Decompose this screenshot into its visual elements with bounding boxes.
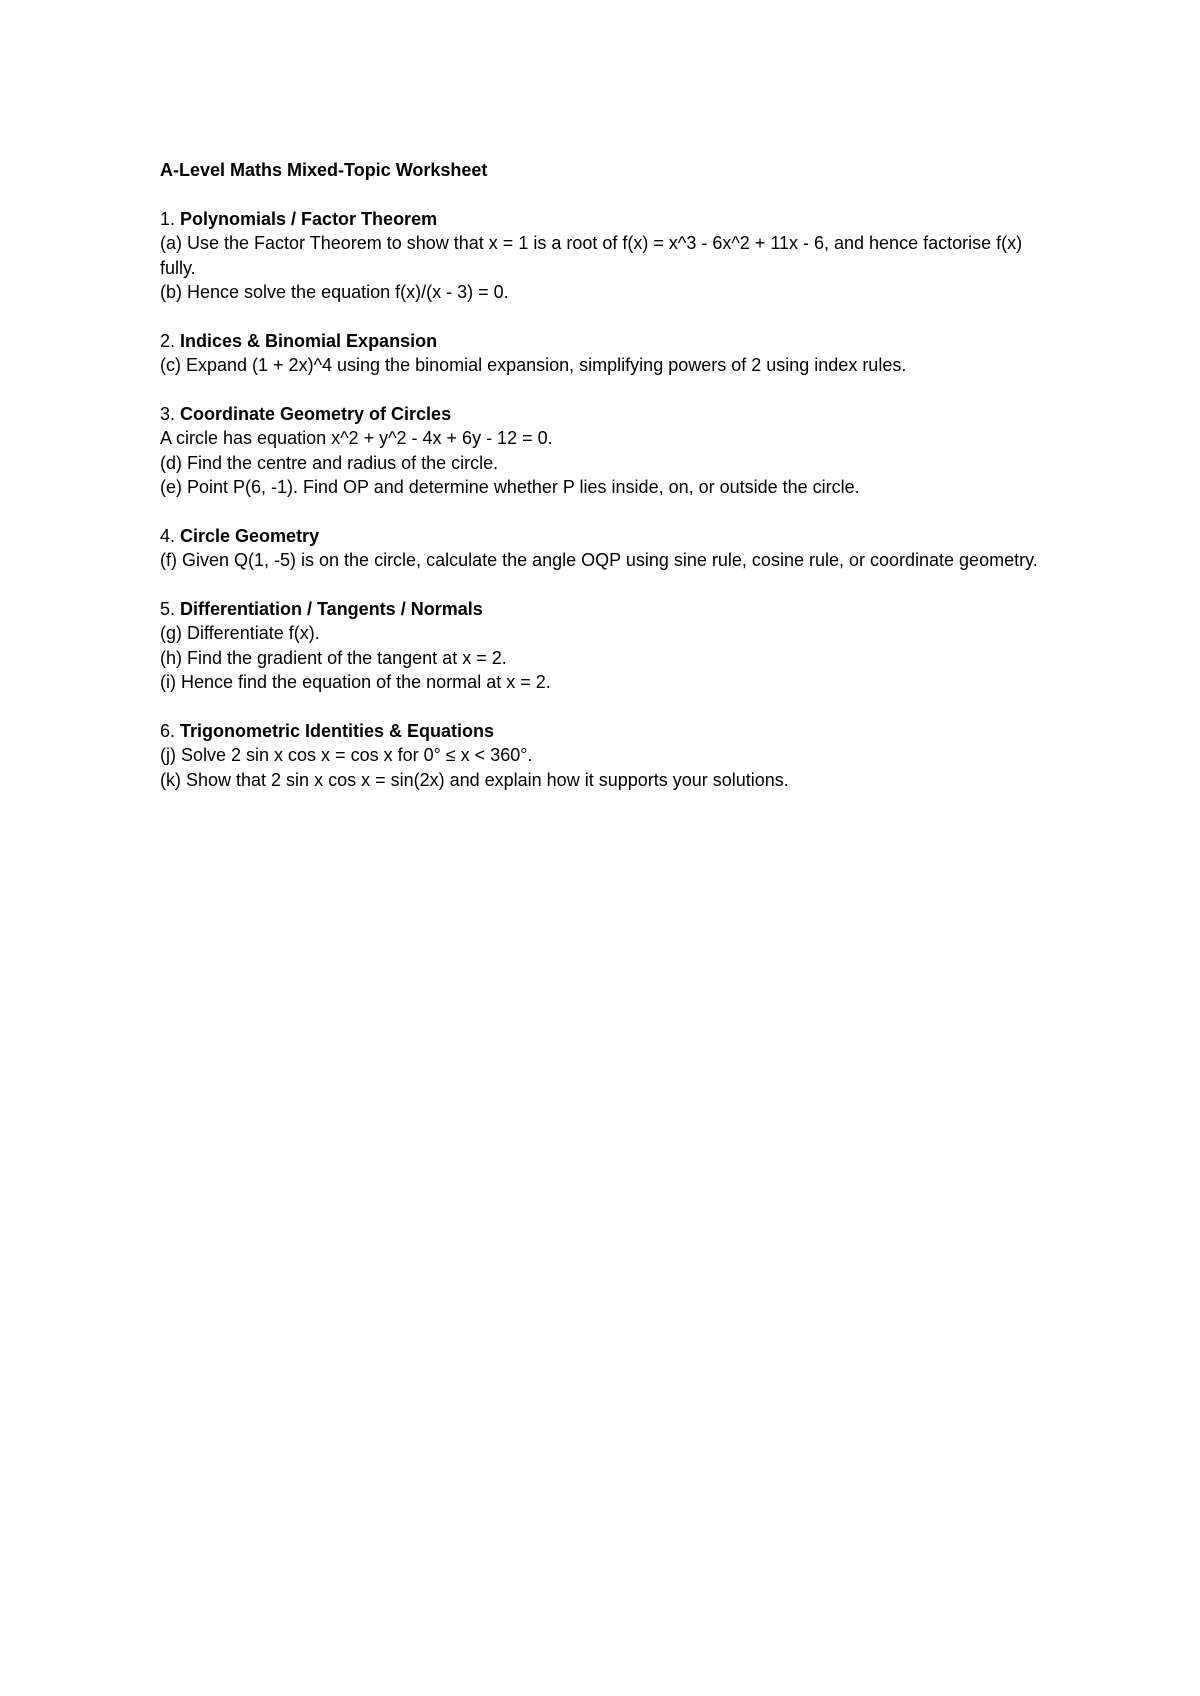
question-i: (i) Hence find the equation of the normal at x = 2. xyxy=(160,672,551,692)
section-title: Circle Geometry xyxy=(180,525,320,546)
section-heading xyxy=(160,402,1060,427)
question-k: (k) Show that 2 sin x cos x = sin(2x) and explain how it supports your solutions. xyxy=(160,769,789,790)
section-title: Polynomials / Factor Theorem xyxy=(180,208,438,229)
question-e: (e) Point P(6, -1). Find OP and determine whether P lies inside, on, or outside the circle. xyxy=(160,477,860,497)
section-number: 3. xyxy=(160,403,181,424)
question-b: (b) Hence solve the equation f(x)/(x - 3) = 0. xyxy=(160,282,509,302)
section-heading xyxy=(160,719,1060,744)
section-number: 5. xyxy=(160,598,181,619)
section-heading xyxy=(160,329,1060,354)
question-c: (c) Expand (1 + 2x)^4 using the binomial expansion, simplifying powers of 2 using index rules. xyxy=(160,355,907,375)
question-j: (j) Solve 2 sin x cos x = cos x for 0° ≤ x < 360°. xyxy=(160,745,533,765)
worksheet-page xyxy=(160,158,1060,816)
section-coordinate-geometry xyxy=(160,402,1060,500)
circle-equation: A circle has equation x^2 + y^2 - 4x + 6y - 12 = 0. xyxy=(160,428,553,448)
section-title: Indices & Binomial Expansion xyxy=(180,330,438,351)
section-differentiation xyxy=(160,597,1060,695)
section-number: 4. xyxy=(160,525,181,546)
question-g: (g) Differentiate f(x). xyxy=(160,623,320,643)
question-a: (a) Use the Factor Theorem to show that x = 1 is a root of f(x) = x^3 - 6x^2 + 11x - 6, and hence factorise f(x) fully. xyxy=(160,233,1023,278)
section-heading xyxy=(160,207,1060,232)
section-title: Trigonometric Identities & Equations xyxy=(180,720,495,741)
section-heading xyxy=(160,597,1060,622)
section-title: Differentiation / Tangents / Normals xyxy=(180,598,483,619)
section-heading xyxy=(160,524,1060,549)
section-indices-binomial xyxy=(160,329,1060,378)
section-circle-geometry xyxy=(160,524,1060,573)
question-f: (f) Given Q(1, -5) is on the circle, calculate the angle OQP using sine rule, cosine rule, or coordinate geometry. xyxy=(160,550,1038,570)
section-number: 2. xyxy=(160,330,181,351)
question-d: (d) Find the centre and radius of the circle. xyxy=(160,452,499,473)
section-polynomials xyxy=(160,207,1060,305)
worksheet-title: A-Level Maths Mixed-Topic Worksheet xyxy=(160,160,488,180)
question-h: (h) Find the gradient of the tangent at x = 2. xyxy=(160,647,507,668)
section-number: 6. xyxy=(160,720,181,741)
section-number: 1. xyxy=(160,208,181,229)
section-title: Coordinate Geometry of Circles xyxy=(180,403,452,424)
section-trigonometry xyxy=(160,719,1060,793)
